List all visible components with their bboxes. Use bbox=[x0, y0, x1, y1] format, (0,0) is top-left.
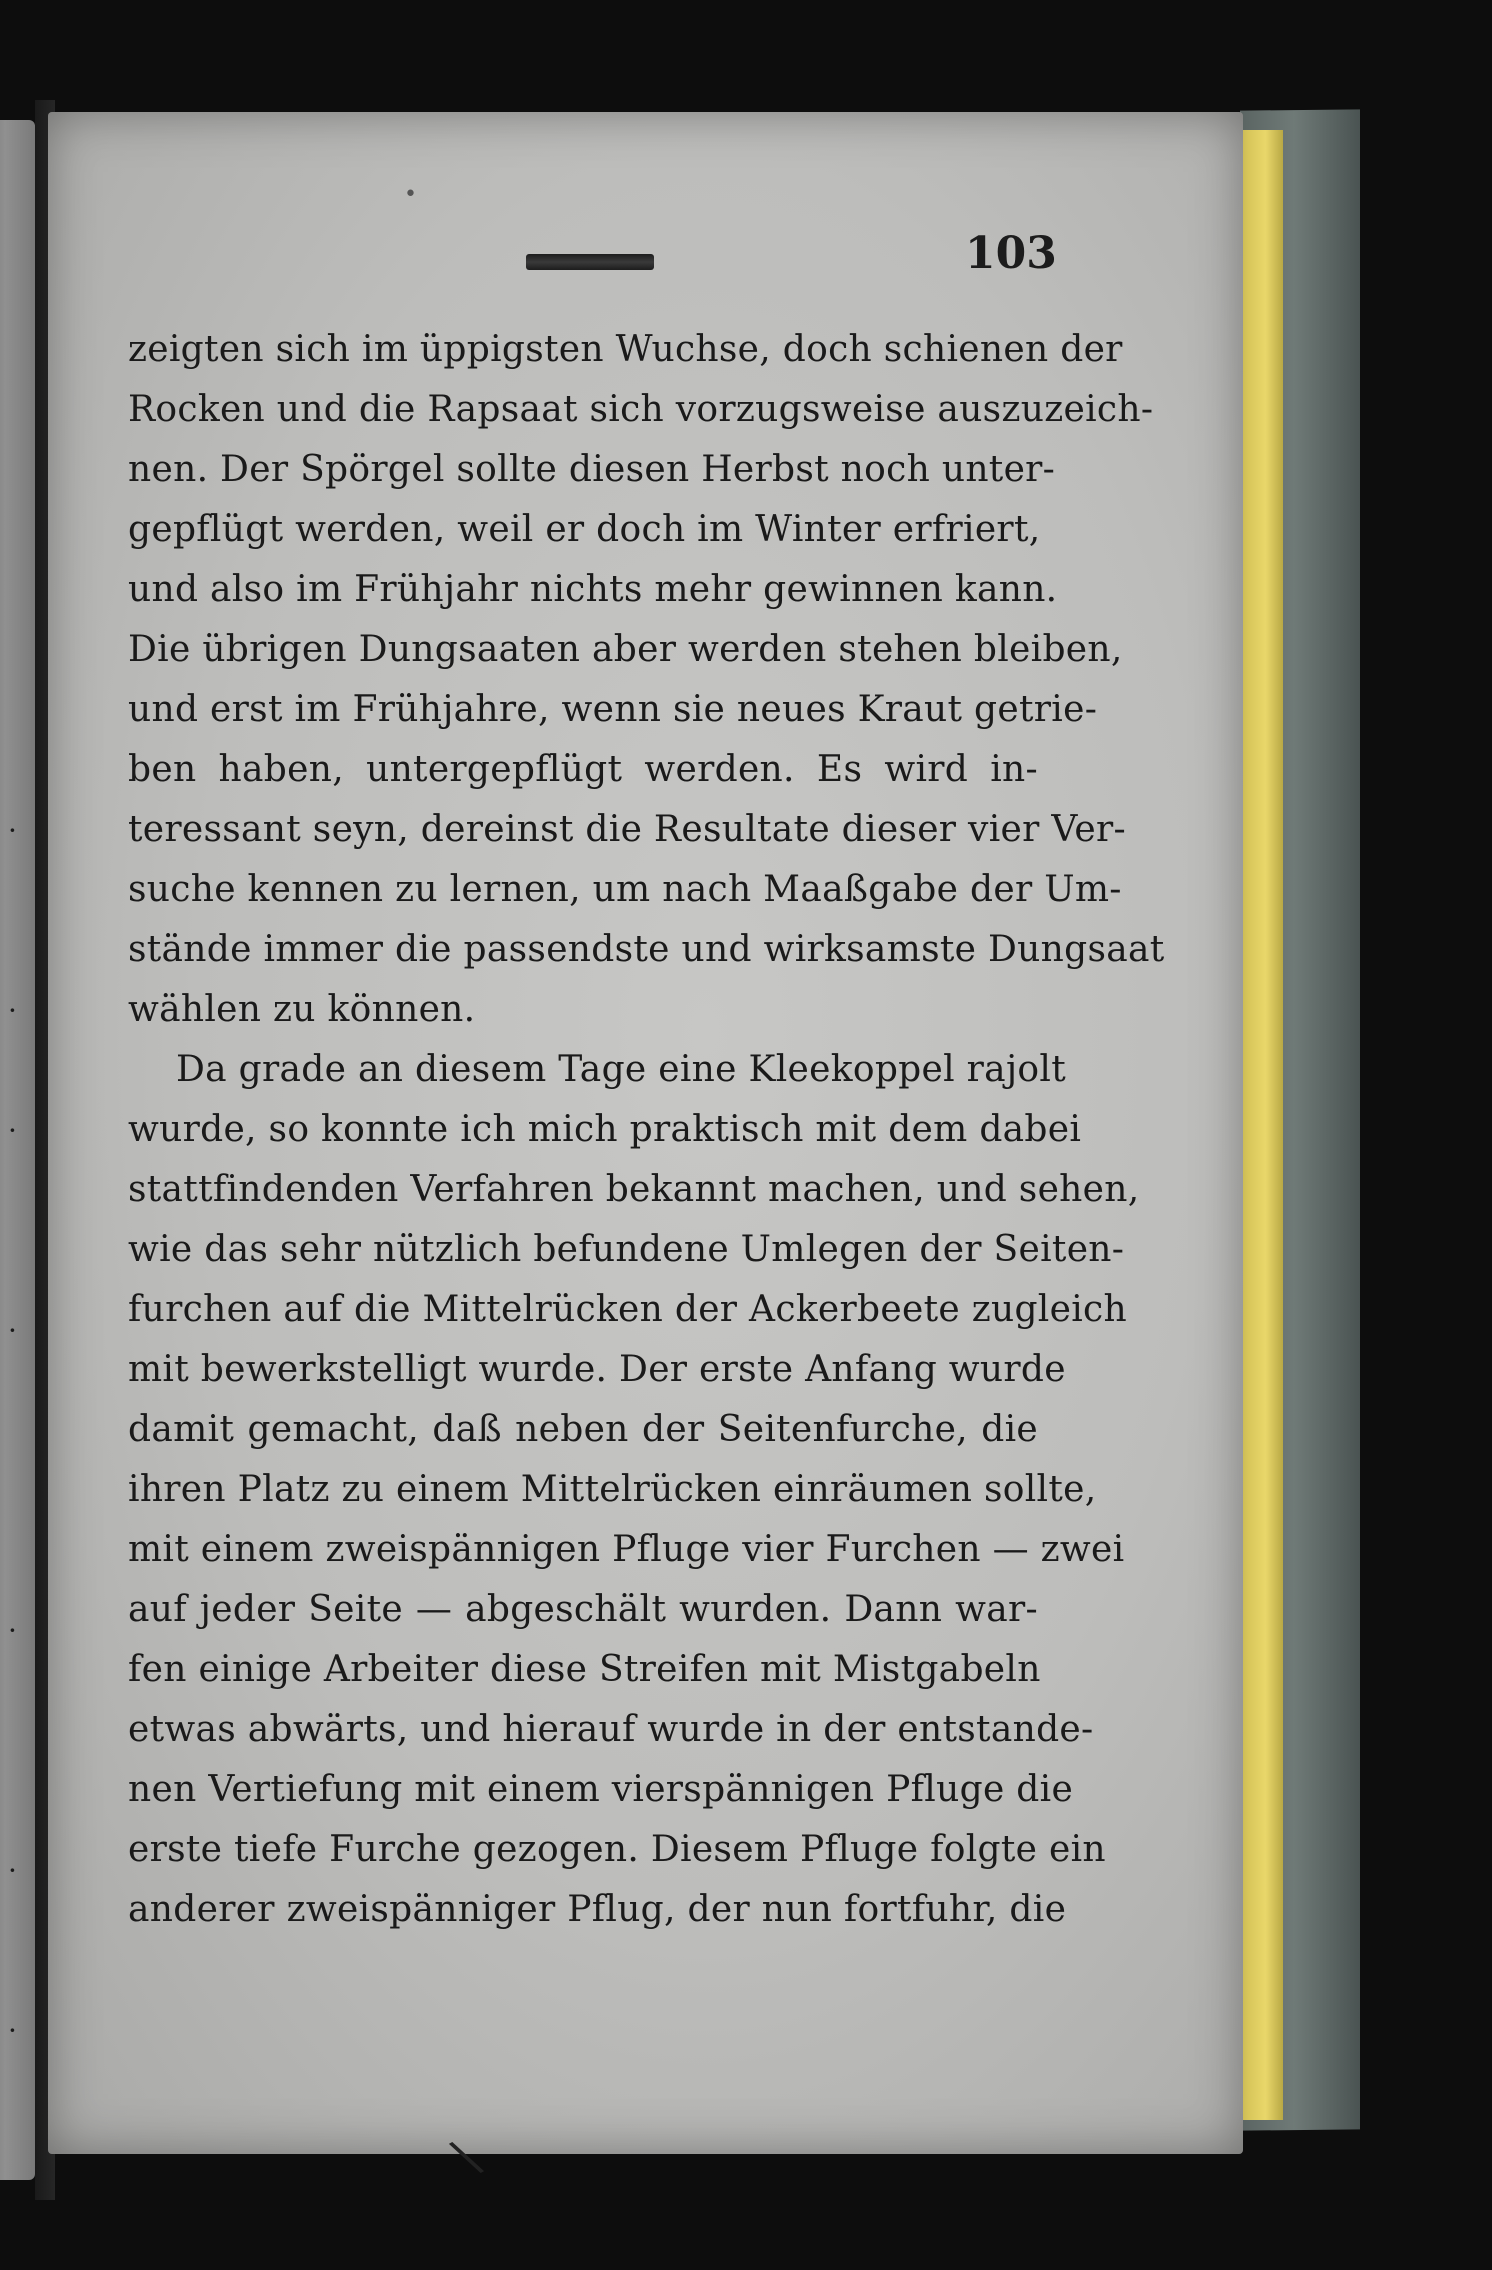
text-line: teressant seyn, dereinst die Resultate dieser vier Ver- bbox=[128, 809, 1126, 850]
text-line: und also im Frühjahr nichts mehr gewinnen kann. bbox=[128, 569, 1058, 610]
text-line: mit einem zweispännigen Pfluge vier Furchen — zwei bbox=[128, 1529, 1125, 1570]
text-line: stände immer die passendste und wirksamste Dungsaat bbox=[128, 929, 1165, 970]
adjacent-page-edge bbox=[0, 120, 35, 2180]
text-line: ihren Platz zu einem Mittelrücken einräumen sollte, bbox=[128, 1469, 1097, 1510]
text-line: fen einige Arbeiter diese Streifen mit Mistgabeln bbox=[128, 1649, 1041, 1690]
adjacent-page-glyph: · bbox=[8, 2014, 17, 2047]
text-line: suche kennen zu lernen, um nach Maaßgabe der Um- bbox=[128, 869, 1122, 910]
text-line: ben haben, untergepflügt werden. Es wird in- bbox=[128, 749, 1038, 790]
text-line: nen Vertiefung mit einem vierspännigen Pfluge die bbox=[128, 1769, 1074, 1810]
text-line: erste tiefe Furche gezogen. Diesem Pfluge folgte ein bbox=[128, 1829, 1106, 1870]
adjacent-page-glyph: · bbox=[8, 1614, 17, 1647]
text-line: Da grade an diesem Tage eine Kleekoppel rajolt bbox=[176, 1049, 1066, 1090]
text-line: Die übrigen Dungsaaten aber werden stehen bleiben, bbox=[128, 629, 1123, 670]
text-line: zeigten sich im üppigsten Wuchse, doch schienen der bbox=[128, 329, 1123, 370]
text-line: etwas abwärts, und hierauf wurde in der entstande- bbox=[128, 1709, 1094, 1750]
body-text bbox=[128, 320, 1165, 1940]
adjacent-page-glyph: · bbox=[8, 1854, 17, 1887]
text-line: gepflügt werden, weil er doch im Winter erfriert, bbox=[128, 509, 1041, 550]
text-line: nen. Der Spörgel sollte diesen Herbst noch unter- bbox=[128, 449, 1056, 490]
text-line: und erst im Frühjahre, wenn sie neues Kraut getrie- bbox=[128, 689, 1098, 730]
header-rule bbox=[526, 254, 654, 270]
text-line: Rocken und die Rapsaat sich vorzugsweise auszuzeich- bbox=[128, 389, 1154, 430]
text-line: auf jeder Seite — abgeschält wurden. Dann war- bbox=[128, 1589, 1038, 1630]
paper-crease-mark: \ bbox=[444, 2127, 488, 2186]
adjacent-page-glyph: · bbox=[8, 994, 17, 1027]
text-line: mit bewerkstelligt wurde. Der erste Anfang wurde bbox=[128, 1349, 1066, 1390]
text-line: anderer zweispänniger Pflug, der nun fortfuhr, die bbox=[128, 1889, 1067, 1930]
adjacent-page-glyph: · bbox=[8, 814, 17, 847]
adjacent-page-glyph: · bbox=[8, 1314, 17, 1347]
text-line: wurde, so konnte ich mich praktisch mit dem dabei bbox=[128, 1109, 1082, 1150]
text-line: stattfindenden Verfahren bekannt machen, und sehen, bbox=[128, 1169, 1140, 1210]
paper-speck: • bbox=[404, 182, 417, 207]
text-line: damit gemacht, daß neben der Seitenfurche, die bbox=[128, 1409, 1038, 1450]
page-number: 103 bbox=[965, 228, 1057, 279]
text-line: wählen zu können. bbox=[128, 989, 476, 1030]
adjacent-page-glyph: · bbox=[8, 1114, 17, 1147]
text-line: furchen auf die Mittelrücken der Ackerbeete zugleich bbox=[128, 1289, 1127, 1330]
text-line: wie das sehr nützlich befundene Umlegen der Seiten- bbox=[128, 1229, 1125, 1270]
